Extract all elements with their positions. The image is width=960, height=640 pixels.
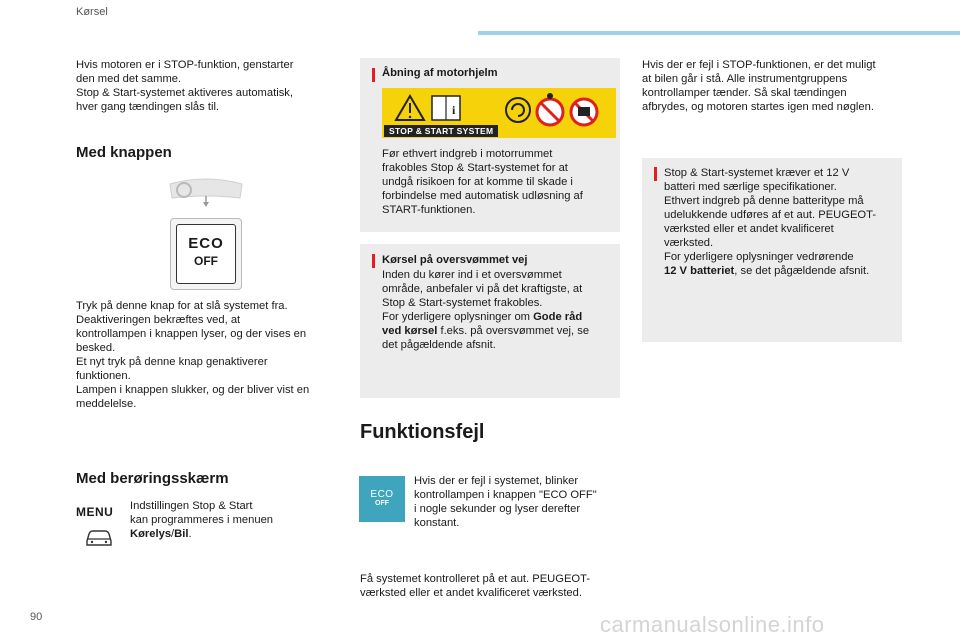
warning-mark bbox=[372, 254, 375, 268]
eco-label: ECO bbox=[188, 235, 224, 252]
battery-text: Stop & Start-systemet kræver et 12 V batteri med særlige specifikationer. Ethvert indgreb på denne batteritype må udelukkende udføres af et aut. PEUGEOT- værksted eller et andet kvalificeret værksted. For yderligere oplysninger vedrørende 12 V batteriet, se det pågældende afsnit. bbox=[664, 167, 877, 277]
svg-text:i: i bbox=[452, 103, 456, 117]
fault-text: Hvis der er fejl i systemet, blinker kontrollampen i knappen "ECO OFF" i nogle sekunder og lyser derefter konstant. bbox=[414, 475, 597, 529]
flood-text: Inden du kører ind i et oversvømmet område, anbefaler vi på det kraftigste, at Stop & Start-systemet frakobles. For yderligere oplysninger om Gode råd ved kørsel f.eks. på oversvømmet vej, se det pågældende afsnit. bbox=[382, 269, 590, 351]
section-header: Kørsel bbox=[76, 6, 108, 18]
off-icon-label: OFF bbox=[375, 500, 389, 507]
bonnet-text: Før ethvert indgreb i motorrummet frakobles Stop & Start-systemet for at undgå risikoen for at komme til skade i forbindelse med automatisk udløsning af START-funktionen. bbox=[382, 148, 583, 216]
warning-mark bbox=[654, 167, 657, 181]
bonnet-title: Åbning af motorhjelm bbox=[382, 67, 498, 79]
off-label: OFF bbox=[194, 254, 218, 268]
eco-icon-label: ECO bbox=[370, 489, 394, 500]
fault-heading: Funktionsfejl bbox=[360, 421, 485, 443]
button-instructions: Tryk på denne knap for at slå systemet fra. Deaktiveringen bekræftes ved, at kontrollampen i knappen lyser, og der vises en besked. Et nyt tryk på denne knap genaktiverer funktionen. Lampen i knappen slukker, og der bliver vist en meddelelse. bbox=[76, 300, 310, 410]
sticker-label: STOP & START SYSTEM bbox=[384, 125, 498, 137]
header-rule bbox=[478, 31, 960, 35]
car-icon bbox=[84, 528, 114, 553]
eco-off-button-illustration bbox=[170, 218, 242, 290]
touch-heading: Med berøringsskærm bbox=[76, 470, 229, 487]
menu-label: MENU bbox=[76, 505, 114, 519]
touch-text: Indstillingen Stop & Start kan programmeres i menuen Kørelys/Bil. bbox=[130, 500, 274, 540]
stop-intro-text: Hvis motoren er i STOP-funktion, genstarter den med det samme. Stop & Start-systemet aktiveres automatisk, hver gang tændingen slås til. bbox=[76, 59, 294, 113]
page-number: 90 bbox=[30, 611, 43, 623]
warning-mark bbox=[372, 68, 375, 82]
stop-fault-text: Hvis der er fejl i STOP-funktionen, er det muligt at bilen går i stå. Alle instrumentgruppens kontrollamper tænder. Så skal tændingen afbrydes, og motoren startes igen med nøglen. bbox=[642, 59, 876, 113]
dashboard-illustration bbox=[168, 178, 244, 208]
watermark: carmanualsonline.info bbox=[600, 612, 825, 637]
eco-off-warning-light bbox=[359, 476, 405, 522]
fault-footer: Få systemet kontrolleret på et aut. PEUGEOT- værksted eller et andet kvalificeret værksted. bbox=[360, 573, 591, 599]
stop-start-sticker bbox=[382, 88, 616, 138]
button-heading: Med knappen bbox=[76, 144, 172, 161]
flood-title: Kørsel på oversvømmet vej bbox=[382, 254, 528, 266]
